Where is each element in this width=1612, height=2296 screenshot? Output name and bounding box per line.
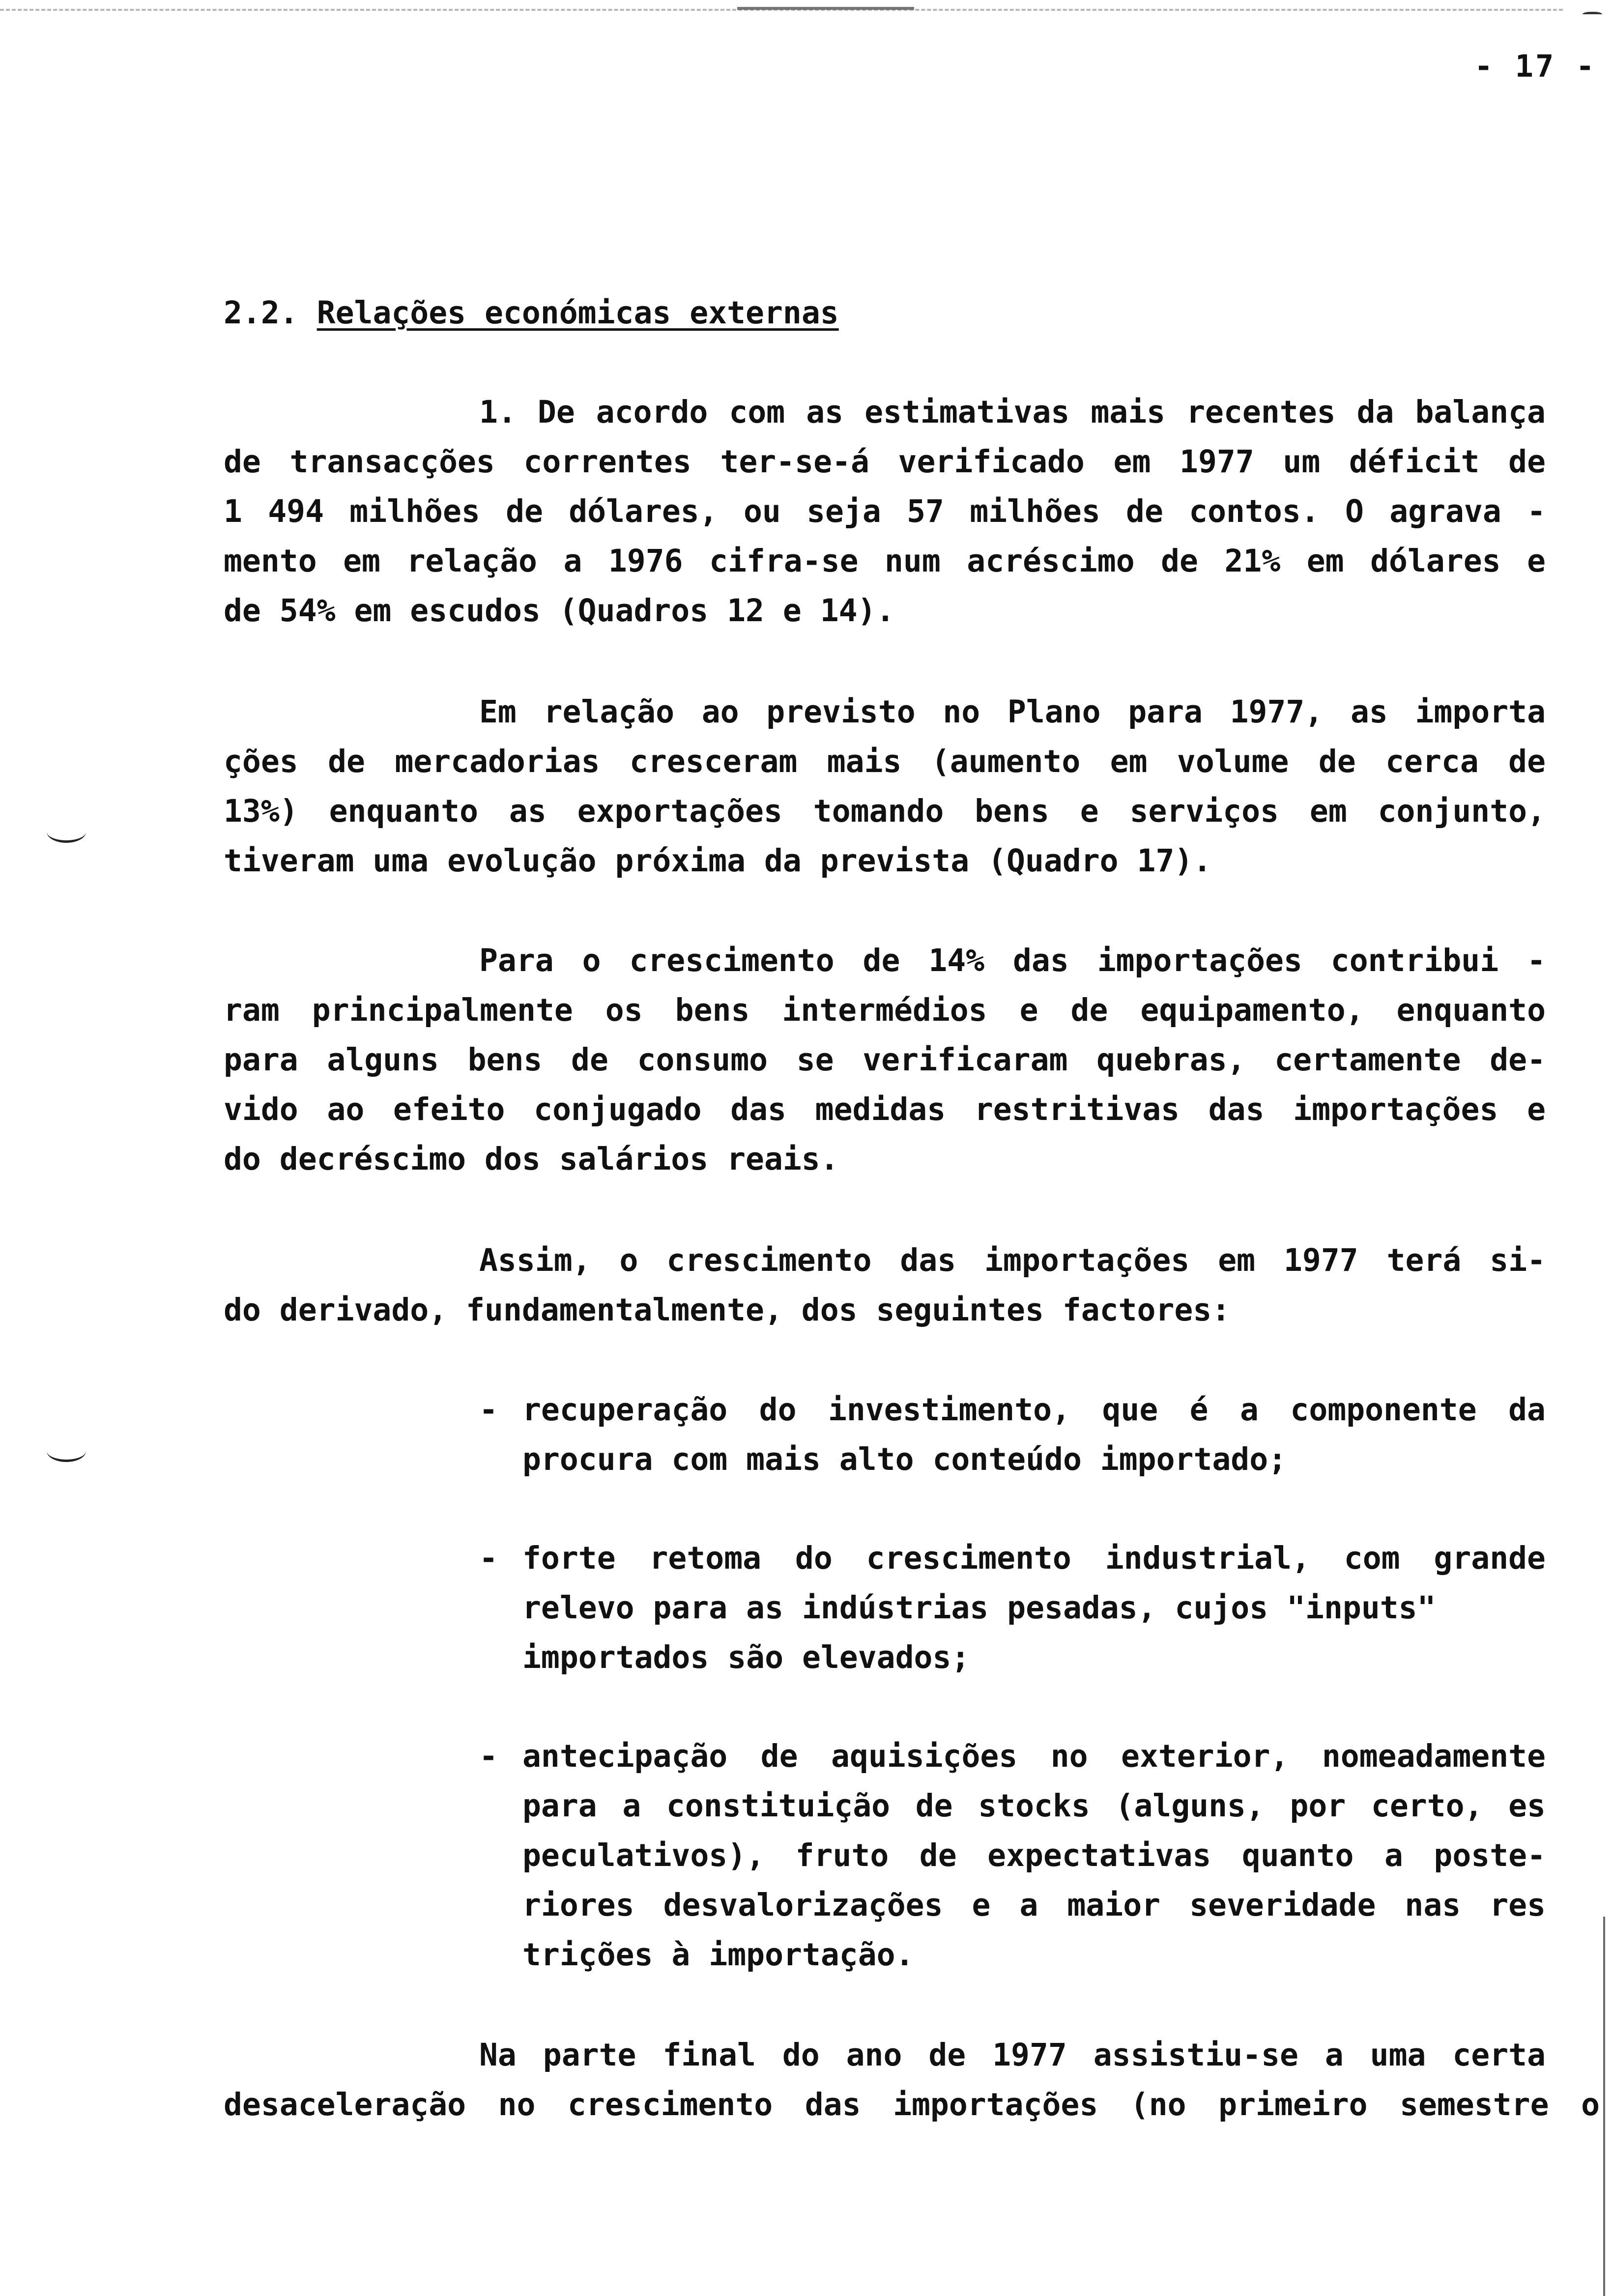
paragraph-line: Na parte final do ano de 1977 assistiu-se a uma certa: [479, 2037, 1546, 2073]
bullet-line: importados são elevados;: [522, 1639, 970, 1675]
bullet-marker: -: [479, 1392, 498, 1428]
bullet-line: [479, 1385, 1546, 1435]
section-heading: [224, 295, 839, 331]
bullet-text: forte retoma do crescimento industrial, com grande: [522, 1540, 1546, 1576]
bullet-line: trições à importação.: [522, 1937, 914, 1973]
paragraph-3: [224, 936, 1546, 1184]
paragraph-line: ções de mercadorias cresceram mais (aumento em volume de cerca de: [224, 744, 1546, 779]
paragraph-line: do derivado, fundamentalmente, dos seguintes factores:: [224, 1292, 1231, 1328]
paragraph-line: tiveram uma evolução próxima da prevista (Quadro 17).: [224, 843, 1212, 879]
bullet-line: [479, 1731, 1546, 1781]
bullet-line: procura com mais alto conteúdo importado;: [522, 1441, 1287, 1477]
bullet-line: peculativos), fruto de expectativas quanto a poste-: [522, 1837, 1546, 1873]
paragraph-line: Assim, o crescimento das importações em 1977 terá si-: [479, 1242, 1546, 1278]
punch-hole-mark: [47, 821, 86, 843]
paragraph-line: para alguns bens de consumo se verificaram quebras, certamente de-: [224, 1042, 1546, 1078]
paragraph-line: 1. De acordo com as estimativas mais recentes da balança: [479, 394, 1546, 430]
paragraph-line: vido ao efeito conjugado das medidas restritivas das importações e: [224, 1091, 1546, 1127]
scan-artifact-right-edge: [1603, 1917, 1605, 2296]
paragraph-1: [224, 387, 1546, 635]
section-number: 2.2.: [224, 295, 298, 331]
bullet-line: [479, 1533, 1546, 1583]
bullet-line: para a constituição de stocks (alguns, por certo, es: [522, 1788, 1546, 1824]
paragraph-line: do decréscimo dos salários reais.: [224, 1141, 839, 1177]
paragraph-2: [224, 687, 1546, 886]
bullet-text: recuperação do investimento, que é a componente da: [522, 1392, 1546, 1428]
paragraph-line: mento em relação a 1976 cifra-se num acréscimo de 21% em dólares e: [224, 543, 1546, 579]
page-number: - 17 -: [1474, 48, 1596, 84]
paragraph-5: [224, 2030, 1600, 2129]
bullet-line: relevo para as indústrias pesadas, cujos "inputs": [522, 1590, 1436, 1626]
bullet-text: antecipação de aquisições no exterior, nomeadamente: [522, 1738, 1546, 1774]
section-title: Relações económicas externas: [317, 295, 839, 331]
paragraph-line: Em relação ao previsto no Plano para 1977, as importa: [479, 694, 1546, 730]
bullet-item-1: [479, 1385, 1546, 1484]
bullet-item-2: [479, 1533, 1546, 1682]
paragraph-line: desaceleração no crescimento das importações (no primeiro semestre o: [224, 2087, 1600, 2123]
bullet-marker: -: [479, 1738, 498, 1774]
paragraph-line: de transacções correntes ter-se-á verificado em 1977 um déficit de: [224, 444, 1546, 480]
paragraph-line: Para o crescimento de 14% das importações contribui -: [479, 943, 1546, 978]
paragraph-line: de 54% em escudos (Quadros 12 e 14).: [224, 593, 895, 629]
scan-artifact-corner-mark: [1583, 12, 1602, 18]
punch-hole-mark: [47, 1440, 86, 1462]
bullet-marker: -: [479, 1540, 498, 1576]
paragraph-line: 13%) enquanto as exportações tomando bens e serviços em conjunto,: [224, 793, 1546, 829]
paragraph-4: [224, 1235, 1546, 1335]
paragraph-line: ram principalmente os bens intermédios e de equipamento, enquanto: [224, 992, 1546, 1028]
scan-artifact-top-mark: [737, 7, 914, 10]
paragraph-line: 1 494 milhões de dólares, ou seja 57 milhões de contos. O agrava -: [224, 493, 1546, 529]
bullet-item-3: [479, 1731, 1546, 1980]
bullet-line: riores desvalorizações e a maior severidade nas res: [522, 1887, 1546, 1923]
